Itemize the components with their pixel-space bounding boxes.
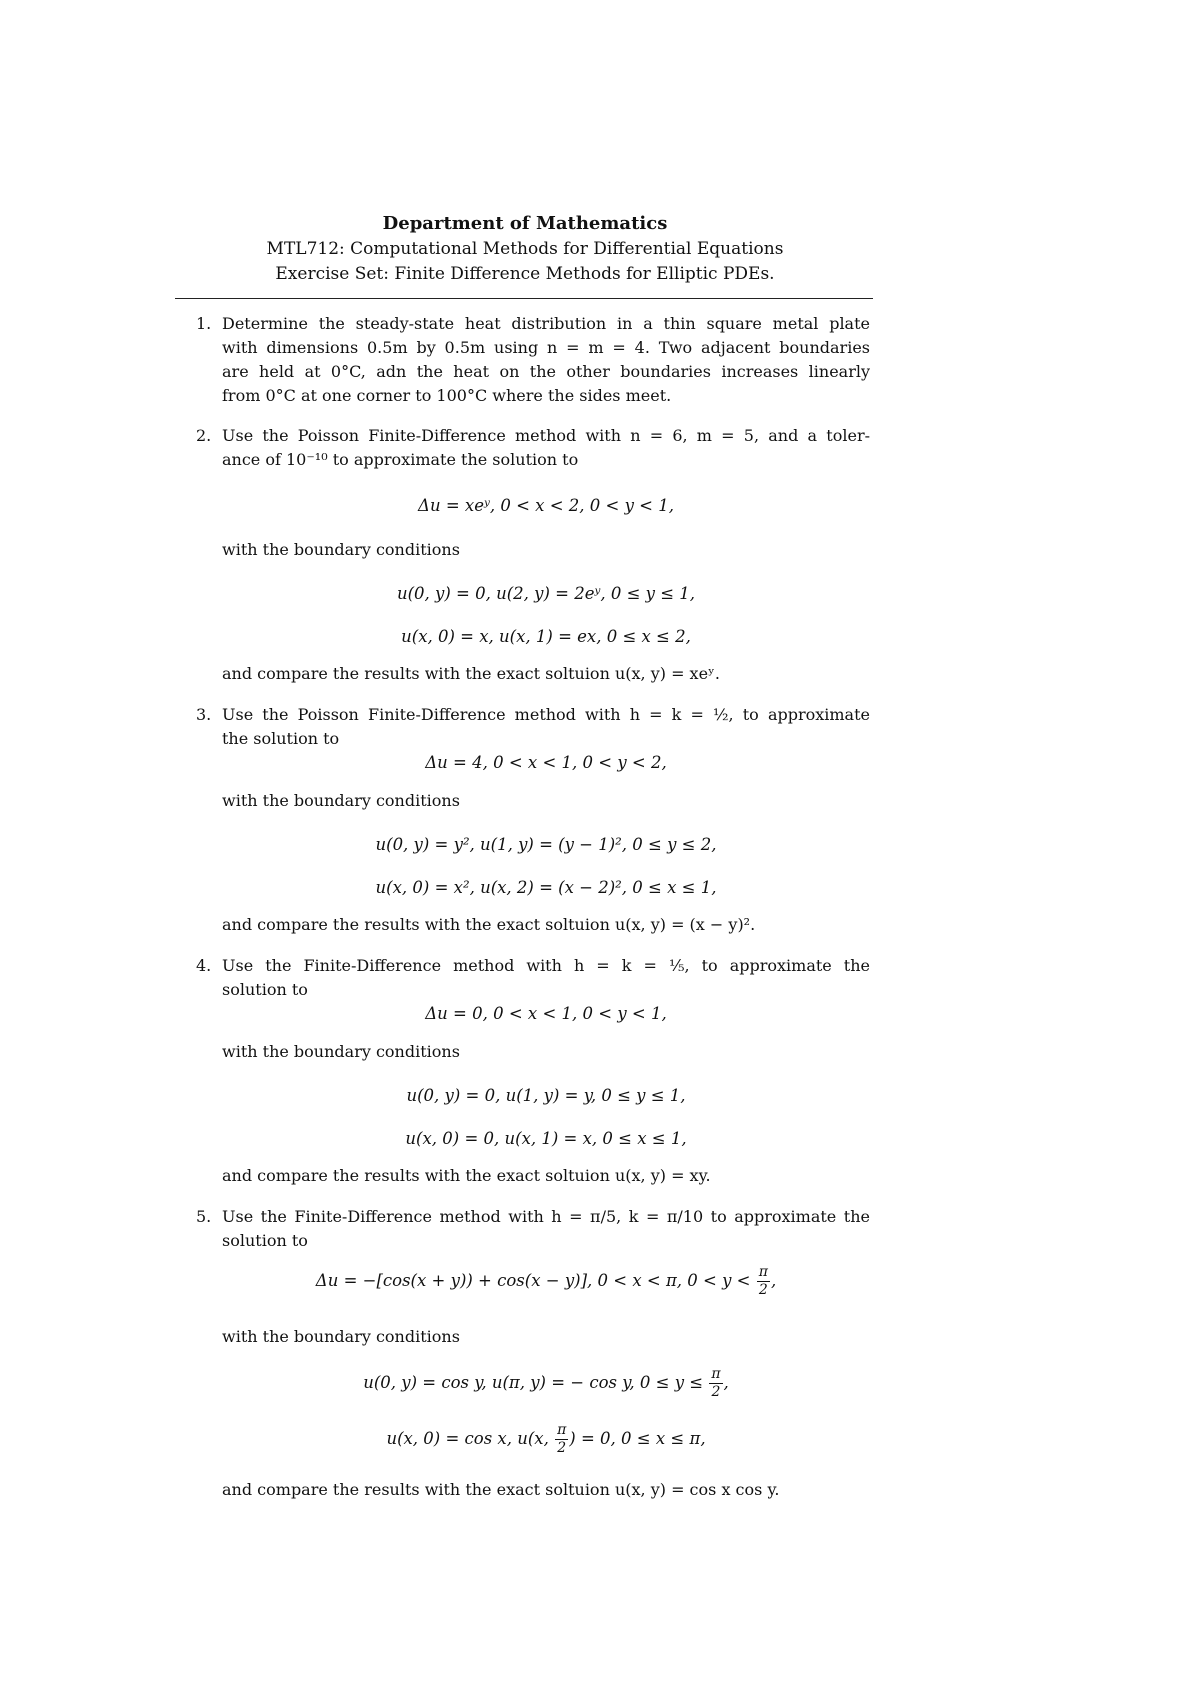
exercise-set-title: Exercise Set: Finite Difference Methods for Elliptic PDEs. (275, 264, 775, 284)
problem-3-bc-intro: with the boundary conditions (222, 791, 460, 810)
fraction-denominator: 2 (758, 1282, 768, 1298)
problem-4-number: 4. (196, 956, 212, 975)
problem-3-bc-2: u(x, 0) = x², u(x, 2) = (x − 2)², 0 ≤ x ≤ 1, (375, 878, 717, 897)
problem-5-bc-1 (222, 1366, 870, 1401)
problem-4-bc-intro: with the boundary conditions (222, 1042, 460, 1061)
fraction-numerator: π (557, 1422, 567, 1438)
problem-5-number: 5. (196, 1207, 212, 1226)
problem-4-bc-2: u(x, 0) = 0, u(x, 1) = x, 0 ≤ x ≤ 1, (405, 1129, 687, 1148)
problem-3-line-2: the solution to (222, 729, 340, 748)
course-title: MTL712: Computational Methods for Differential Equations (266, 239, 784, 259)
problem-5-line-1: Use the Finite-Difference method with h = π/5, k = π/10 to approximate the (222, 1207, 870, 1226)
problem-5-equation (222, 1264, 870, 1299)
problem-5-bc-2-tail: ) = 0, 0 ≤ x ≤ π, (569, 1429, 706, 1448)
problem-2-compare: and compare the results with the exact soltuion u(x, y) = xeʸ. (222, 664, 720, 683)
header-divider (175, 298, 873, 299)
problem-3-equation: Δu = 4, 0 < x < 1, 0 < y < 2, (425, 753, 667, 772)
problem-5-bc-1-left: u(0, y) = cos y, u(π, y) = − cos y, 0 ≤ y ≤ (363, 1373, 704, 1392)
problem-5-compare: and compare the results with the exact soltuion u(x, y) = cos x cos y. (222, 1480, 780, 1499)
problem-5-bc-1-fraction (709, 1366, 722, 1401)
problem-5-bc-intro: with the boundary conditions (222, 1327, 460, 1346)
problem-1-line-3: are held at 0°C, adn the heat on the other boundaries increases linearly (222, 362, 870, 381)
problem-2-line-1: Use the Poisson Finite-Difference method with n = 6, m = 5, and a toler- (222, 426, 870, 445)
department-title: Department of Mathematics (382, 213, 668, 234)
fraction-numerator: π (758, 1264, 768, 1280)
problem-5-equation-left: Δu = −[cos(x + y)) + cos(x − y)], 0 < x < π, 0 < y < (315, 1271, 751, 1290)
problem-2-number: 2. (196, 426, 212, 445)
problem-4-equation: Δu = 0, 0 < x < 1, 0 < y < 1, (425, 1004, 667, 1023)
problem-4-bc-1: u(0, y) = 0, u(1, y) = y, 0 ≤ y ≤ 1, (406, 1086, 686, 1105)
problem-5-bc-2 (222, 1422, 870, 1457)
problem-2-bc-1: u(0, y) = 0, u(2, y) = 2eʸ, 0 ≤ y ≤ 1, (396, 584, 696, 603)
problem-3-line-1: Use the Poisson Finite-Difference method with h = k = ½, to approximate (222, 705, 870, 724)
fraction-numerator: π (711, 1366, 721, 1382)
problem-5-bc-2-fraction (555, 1422, 568, 1457)
problem-2-bc-2: u(x, 0) = x, u(x, 1) = ex, 0 ≤ x ≤ 2, (401, 627, 691, 646)
problem-5-bc-1-tail: , (723, 1373, 729, 1392)
fraction-denominator: 2 (557, 1440, 567, 1456)
problem-3-compare: and compare the results with the exact soltuion u(x, y) = (x − y)². (222, 915, 756, 934)
problem-1-line-4: from 0°C at one corner to 100°C where the sides meet. (222, 386, 672, 405)
problem-3-number: 3. (196, 705, 212, 724)
problem-1-number: 1. (196, 314, 212, 333)
fraction-denominator: 2 (711, 1384, 721, 1400)
problem-2-line-2: ance of 10⁻¹⁰ to approximate the solution to (222, 450, 579, 469)
problem-5-equation-fraction (757, 1264, 770, 1299)
problem-4-line-1: Use the Finite-Difference method with h = k = ⅕, to approximate the (222, 956, 870, 975)
problem-4-compare: and compare the results with the exact soltuion u(x, y) = xy. (222, 1166, 711, 1185)
problem-1-line-1: Determine the steady-state heat distribution in a thin square metal plate (222, 314, 870, 333)
problem-2-bc-intro: with the boundary conditions (222, 540, 460, 559)
problem-5-equation-tail: , (770, 1271, 777, 1290)
problem-3-bc-1: u(0, y) = y², u(1, y) = (y − 1)², 0 ≤ y ≤ 2, (375, 835, 717, 854)
problem-5-bc-2-left: u(x, 0) = cos x, u(x, (386, 1429, 549, 1448)
problem-5-line-2: solution to (222, 1231, 308, 1250)
problem-2-equation: Δu = xeʸ, 0 < x < 2, 0 < y < 1, (418, 496, 674, 515)
problem-4-line-2: solution to (222, 980, 308, 999)
problem-1-line-2: with dimensions 0.5m by 0.5m using n = m = 4. Two adjacent boundaries (222, 338, 870, 357)
